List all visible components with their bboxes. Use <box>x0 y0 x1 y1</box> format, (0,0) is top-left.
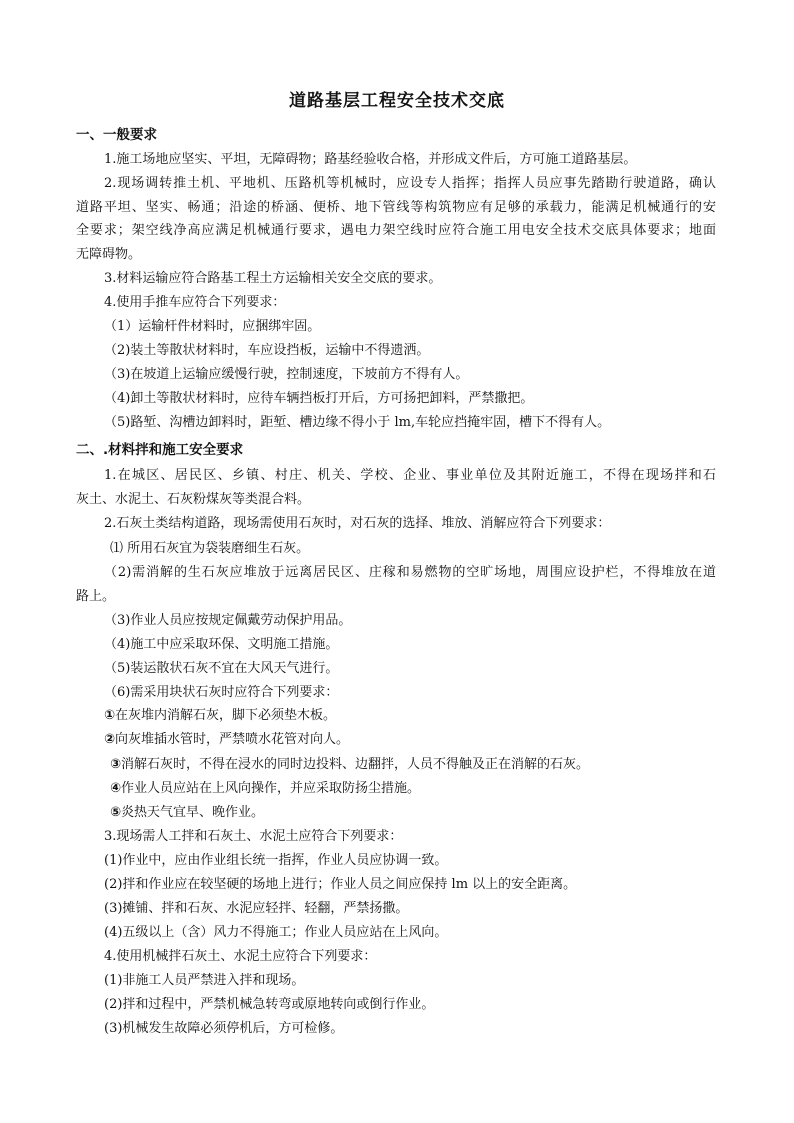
sub-item-1 <box>104 707 336 725</box>
sub-item-number: ② <box>104 732 116 747</box>
paragraph: 1.在城区、居民区、乡镇、村庄、机关、学校、企业、事业单位及其附近施工，不得在现场拌和石 <box>104 468 716 483</box>
list-item: （4)施工中应采取环保、文明施工措施。 <box>104 637 339 652</box>
list-item: （5)装运散状石灰不宜在大风天气进行。 <box>104 661 339 676</box>
paragraph-line: 灰土、水泥土、石灰粉煤灰等类混合料。 <box>76 492 311 507</box>
list-item: ⑴ 所用石灰宜为袋装磨细生石灰。 <box>110 541 310 556</box>
sub-item-2 <box>104 731 349 749</box>
list-item: （2)需消解的生石灰应堆放于远离居民区、庄稼和易燃物的空旷场地，周围应设护栏，不得堆放在道 <box>104 565 716 580</box>
list-item: (4)五级以上（含）风力不得施工；作业人员应站在上风向。 <box>104 925 448 940</box>
list-item: (1)非施工人员严禁进入拌和现场。 <box>104 973 305 988</box>
sub-item-number: ③ <box>110 757 122 772</box>
paragraph: 3.材料运输应符合路基工程土方运输相关安全交底的要求。 <box>104 271 442 286</box>
paragraph: 2.石灰土类结构道路，现场需使用石灰时，对石灰的选择、堆放、消解应符合下列要求： <box>104 516 611 531</box>
sub-item-5 <box>110 804 264 822</box>
sub-item-text: 作业人员应站在上风向操作，并应采取防扬尘措施。 <box>121 781 421 796</box>
sub-item-text: 在灰堆内消解石灰，脚下必须垫木板。 <box>115 708 337 723</box>
paragraph: 4.使用机械拌石灰土、水泥土应符合下列要求： <box>104 949 377 964</box>
list-item: （3)在坡道上运输应缓慢行驶，控制速度，下坡前方不得有人。 <box>104 367 469 382</box>
list-item: （3)作业人员应按规定佩戴劳动保护用品。 <box>104 613 352 628</box>
paragraph: 4.使用手推车应符合下列要求： <box>104 295 286 310</box>
paragraph: 2.现场调转推土机、平地机、压路机等机械时，应设专人指挥；指挥人员应事先踏勘行驶道路，确认 <box>104 176 716 191</box>
sub-item-4 <box>110 780 420 798</box>
sub-item-text: 消解石灰时，不得在浸水的同时边投料、边翻拌，人员不得触及正在消解的石灰。 <box>121 757 590 772</box>
list-item: (1)作业中，应由作业组长统一指挥，作业人员应协调一致。 <box>104 853 448 868</box>
paragraph-line: 路上。 <box>76 589 116 604</box>
list-item: （4)卸土等散状材料时，应待车辆挡板打开后，方可扬把卸料，严禁撒把。 <box>104 391 534 406</box>
sub-item-3 <box>110 756 589 774</box>
list-item: (3)摊铺、拌和石灰、水泥应轻拌、轻翻，严禁扬撒。 <box>104 901 409 916</box>
section-heading-mixing: 二、.材料拌和施工安全要求 <box>76 442 244 458</box>
list-item: (2)拌和过程中，严禁机械急转弯或原地转向或倒行作业。 <box>104 997 435 1012</box>
paragraph-line: 全要求；架空线净高应满足机械通行要求，遇电力架空线时应符合施工用电安全技术交底具体要求；地面 <box>76 223 716 238</box>
document-title: 道路基层工程安全技术交底 <box>289 91 505 111</box>
list-item: （6)需采用块状石灰时应符合下列要求： <box>104 685 339 700</box>
paragraph-line: 无障碍物。 <box>76 247 142 262</box>
paragraph-line: 道路平坦、坚实、畅通；沿途的桥涵、便桥、地下管线等构筑物应有足够的承载力，能满足机械通行的安 <box>76 200 716 215</box>
list-item: (2)拌和作业应在较坚硬的场地上进行；作业人员之间应保持 lm 以上的安全距离。 <box>104 877 577 892</box>
sub-item-text: 向灰堆插水管时，严禁喷水花管对向人。 <box>115 732 350 747</box>
paragraph: 1.施工场地应坚实、平坦，无障碍物；路基经验收合格，并形成文件后，方可施工道路基层。 <box>104 152 637 167</box>
list-item: （2)装土等散状材料时，车应设挡板，运输中不得遗洒。 <box>104 343 430 358</box>
section-heading-general: 一、一般要求 <box>76 127 157 143</box>
sub-item-text: 炎热天气宜早、晚作业。 <box>121 805 265 820</box>
sub-item-number: ④ <box>110 781 122 796</box>
sub-item-number: ① <box>104 708 116 723</box>
list-item: （5)路堑、沟槽边卸料时，距堑、槽边缘不得小于 lm,车轮应挡掩牢固，槽下不得有人。 <box>104 415 611 430</box>
sub-item-number: ⑤ <box>110 805 122 820</box>
paragraph: 3.现场需人工拌和石灰土、水泥土应符合下列要求： <box>104 829 403 844</box>
list-item: (3)机械发生故障必须停机后，方可检修。 <box>104 1021 344 1036</box>
list-item: （1）运输杆件材料时，应捆绑牢固。 <box>104 319 321 334</box>
